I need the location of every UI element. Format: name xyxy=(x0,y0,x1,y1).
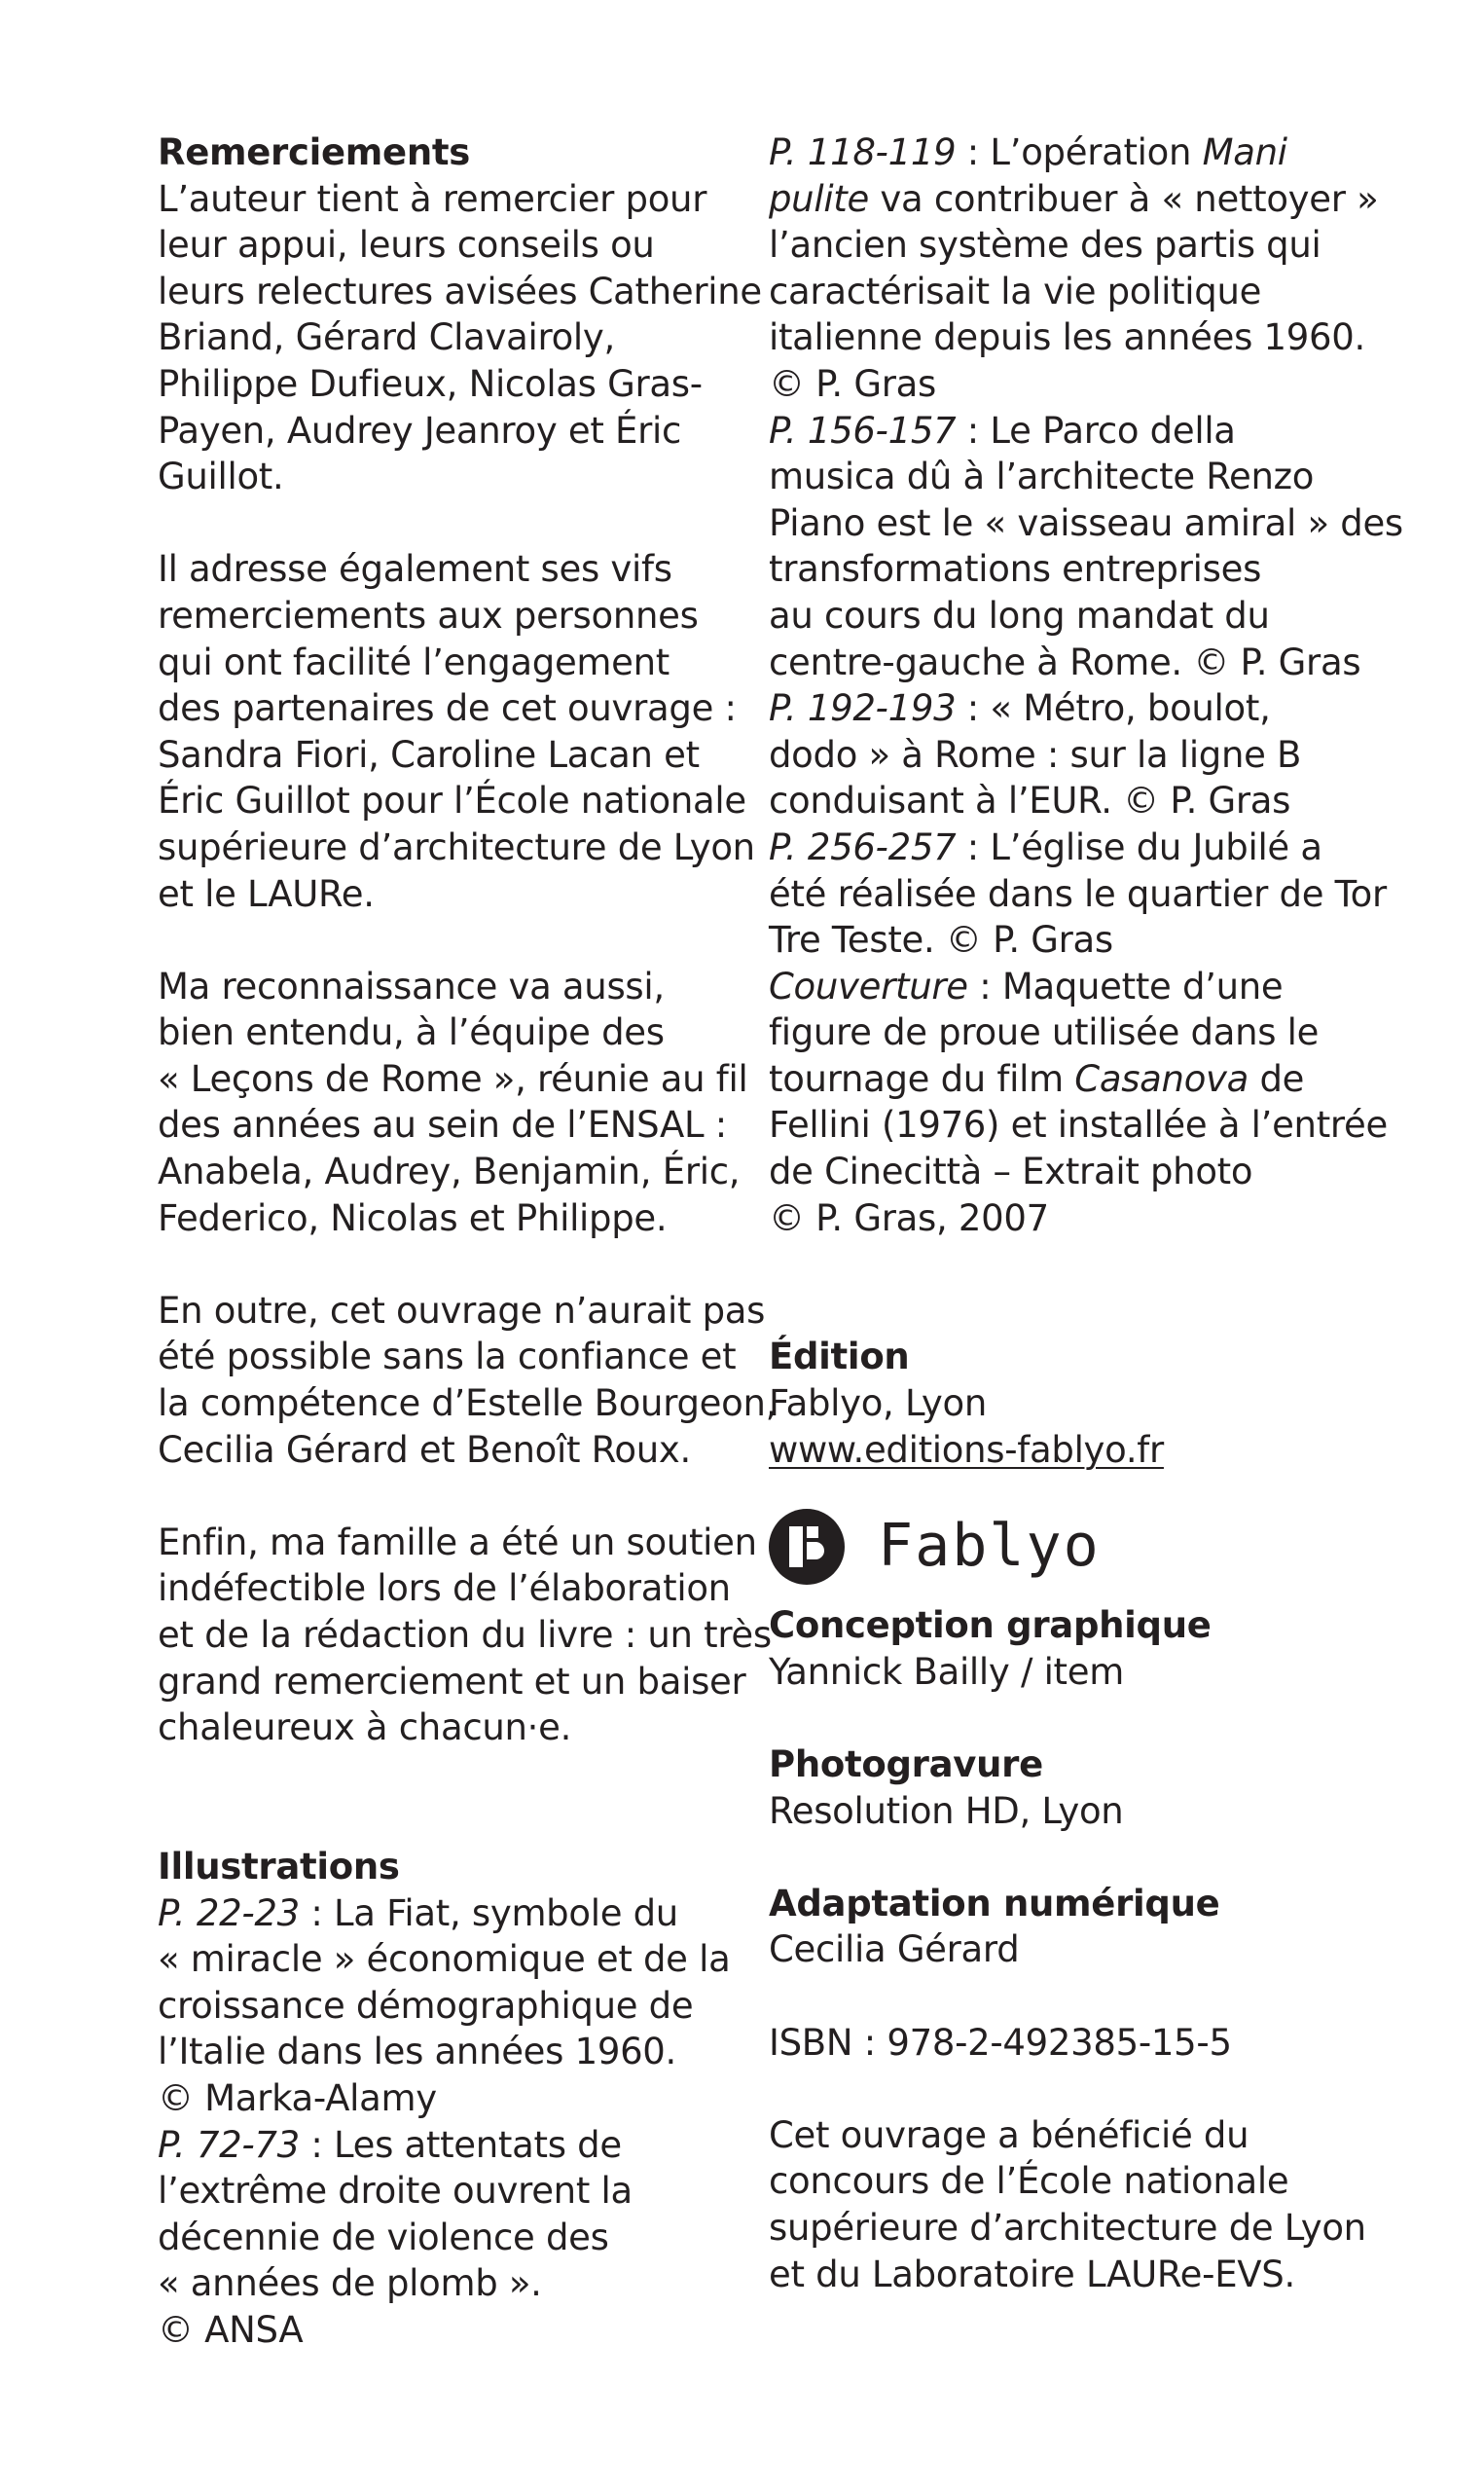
publisher-name: Fablyo, Lyon xyxy=(769,1382,987,1425)
page-ref: P. 256-257 xyxy=(769,825,957,868)
text-line: © P. Gras, 2007 xyxy=(769,1196,1049,1239)
support-paragraph xyxy=(769,2112,1366,2297)
text-line: qui ont facilité l’engagement xyxy=(158,641,670,683)
text-line: © ANSA xyxy=(158,2308,304,2351)
text-line: transformations entreprises xyxy=(769,548,1262,591)
illustration-credit-5 xyxy=(769,685,1353,825)
text-line: croissance démographique de xyxy=(158,1984,694,2027)
page-ref: P. 22-23 xyxy=(158,1891,300,1934)
fablyo-logo-wordmark: Fablyo xyxy=(878,1511,1101,1580)
isbn: ISBN : 978-2-492385-15-5 xyxy=(769,2021,1232,2064)
photogravure-heading: Photogravure xyxy=(769,1743,1043,1785)
thanks-heading: Remerciements xyxy=(158,131,470,173)
page-ref: P. 72-73 xyxy=(158,2123,300,2166)
text-line: l’extrême droite ouvrent la xyxy=(158,2170,633,2213)
text-line: de Cinecittà – Extrait photo xyxy=(769,1151,1253,1193)
text-line: conduisant à l’EUR. © P. Gras xyxy=(769,780,1291,823)
caption-text: tournage du film xyxy=(769,1057,1075,1100)
text-line: chaleureux à chacun·e. xyxy=(158,1706,572,1749)
photogravure-credit: Resolution HD, Lyon xyxy=(769,1789,1124,1832)
text-line: grand remerciement et un baiser xyxy=(158,1660,746,1703)
illustration-credit-6 xyxy=(769,825,1387,964)
page-ref: P. 118-119 xyxy=(769,131,957,173)
text-line: la compétence d’Estelle Bourgeon, xyxy=(158,1382,778,1425)
fablyo-logo xyxy=(769,1500,1353,1593)
right-column xyxy=(769,129,1403,2297)
text-line: Federico, Nicolas et Philippe. xyxy=(158,1196,668,1239)
text-line: leurs relectures avisées Catherine xyxy=(158,270,762,312)
text-line: L’auteur tient à remercier pour xyxy=(158,177,707,220)
text-line: et de la rédaction du livre : un très xyxy=(158,1614,772,1656)
design-heading: Conception graphique xyxy=(769,1604,1212,1647)
text-line: concours de l’École nationale xyxy=(769,2160,1289,2203)
text-line: été possible sans la confiance et xyxy=(158,1336,737,1378)
design-credit: Yannick Bailly / item xyxy=(769,1650,1124,1693)
fablyo-logo-icon xyxy=(769,1509,845,1585)
text-line: l’Italie dans les années 1960. xyxy=(158,2031,677,2073)
text-line: « années de plomb ». xyxy=(158,2262,542,2305)
text-line: et le LAURe. xyxy=(158,872,375,915)
caption-text: : L’opération xyxy=(956,131,1203,173)
caption-text: : La Fiat, symbole du xyxy=(299,1891,678,1934)
text-line: Enfin, ma famille a été un soutien xyxy=(158,1521,757,1563)
film-title: Casanova xyxy=(1074,1057,1249,1100)
caption-text: : « Métro, boulot, xyxy=(956,687,1271,730)
thanks-paragraph-5 xyxy=(158,1520,772,1751)
text-line: décennie de violence des xyxy=(158,2216,609,2258)
caption-text: de xyxy=(1249,1057,1305,1100)
text-line: des années au sein de l’ENSAL : xyxy=(158,1104,727,1147)
text-line: et du Laboratoire LAURe-EVS. xyxy=(769,2253,1295,2295)
illustration-credit-3 xyxy=(769,129,1379,408)
thanks-paragraph-4 xyxy=(158,1288,778,1473)
publisher-website-link[interactable]: www.editions-fablyo.fr xyxy=(769,1428,1164,1471)
left-column xyxy=(158,129,778,2354)
page-ref: P. 192-193 xyxy=(769,687,957,730)
thanks-paragraph-1 xyxy=(158,176,762,500)
caption-text: : Le Parco della xyxy=(956,409,1236,452)
text-line: Guillot. xyxy=(158,456,284,498)
text-line: Sandra Fiori, Caroline Lacan et xyxy=(158,733,700,776)
caption-text: : L’église du Jubilé a xyxy=(956,825,1322,868)
text-line: figure de proue utilisée dans le xyxy=(769,1011,1320,1054)
digital-adaptation-credit: Cecilia Gérard xyxy=(769,1928,1020,1971)
text-line: leur appui, leurs conseils ou xyxy=(158,224,655,267)
text-line: Piano est le « vaisseau amiral » des xyxy=(769,501,1403,544)
illustrations-heading: Illustrations xyxy=(158,1845,400,1887)
text-line: bien entendu, à l’équipe des xyxy=(158,1011,665,1054)
text-line: musica dû à l’architecte Renzo xyxy=(769,456,1315,498)
thanks-paragraph-3 xyxy=(158,964,748,1242)
text-line: « Leçons de Rome », réunie au fil xyxy=(158,1057,748,1100)
illustration-credit-1 xyxy=(158,1890,732,2122)
text-line: Payen, Audrey Jeanroy et Éric xyxy=(158,409,682,452)
page-ref: P. 156-157 xyxy=(769,409,957,452)
caption-text: va contribuer à « nettoyer » xyxy=(868,177,1379,220)
text-line: Philippe Dufieux, Nicolas Gras- xyxy=(158,362,703,405)
text-line: Briand, Gérard Clavairoly, xyxy=(158,316,615,359)
text-line: En outre, cet ouvrage n’aurait pas xyxy=(158,1289,766,1332)
text-line: Éric Guillot pour l’École nationale xyxy=(158,780,746,823)
edition-heading: Édition xyxy=(769,1336,910,1378)
illustration-credit-cover xyxy=(769,964,1388,1242)
text-line: dodo » à Rome : sur la ligne B xyxy=(769,733,1302,776)
caption-italic: Mani xyxy=(1202,131,1287,173)
digital-adaptation-heading: Adaptation numérique xyxy=(769,1882,1220,1924)
text-line: Il adresse également ses vifs xyxy=(158,548,672,591)
text-line: Tre Teste. © P. Gras xyxy=(769,919,1113,962)
text-line: supérieure d’architecture de Lyon xyxy=(769,2206,1366,2249)
text-line: italienne depuis les années 1960. xyxy=(769,316,1365,359)
text-line: Fellini (1976) et installée à l’entrée xyxy=(769,1104,1388,1147)
text-line: Cecilia Gérard et Benoît Roux. xyxy=(158,1428,691,1471)
text-line: caractérisait la vie politique xyxy=(769,270,1262,312)
text-line: remerciements aux personnes xyxy=(158,594,699,637)
illustration-credit-4 xyxy=(769,408,1403,686)
caption-text: : Les attentats de xyxy=(299,2123,622,2166)
page-ref: Couverture xyxy=(769,965,968,1008)
text-line: « miracle » économique et de la xyxy=(158,1938,731,1981)
text-line: été réalisée dans le quartier de Tor xyxy=(769,872,1387,915)
text-line: Ma reconnaissance va aussi, xyxy=(158,965,665,1008)
caption-text: : Maquette d’une xyxy=(967,965,1284,1008)
text-line: Anabela, Audrey, Benjamin, Éric, xyxy=(158,1151,741,1193)
illustration-credit-2 xyxy=(158,2122,732,2354)
text-line: © P. Gras xyxy=(769,362,936,405)
text-line: indéfectible lors de l’élaboration xyxy=(158,1567,731,1610)
text-line: des partenaires de cet ouvrage : xyxy=(158,687,737,730)
text-line: l’ancien système des partis qui xyxy=(769,224,1321,267)
text-line: Cet ouvrage a bénéficié du xyxy=(769,2113,1249,2156)
text-line: au cours du long mandat du xyxy=(769,594,1270,637)
caption-italic: pulite xyxy=(769,177,869,220)
thanks-paragraph-2 xyxy=(158,546,755,917)
text-line: supérieure d’architecture de Lyon xyxy=(158,825,755,868)
text-line: © Marka-Alamy xyxy=(158,2076,437,2119)
text-line: centre-gauche à Rome. © P. Gras xyxy=(769,641,1361,683)
